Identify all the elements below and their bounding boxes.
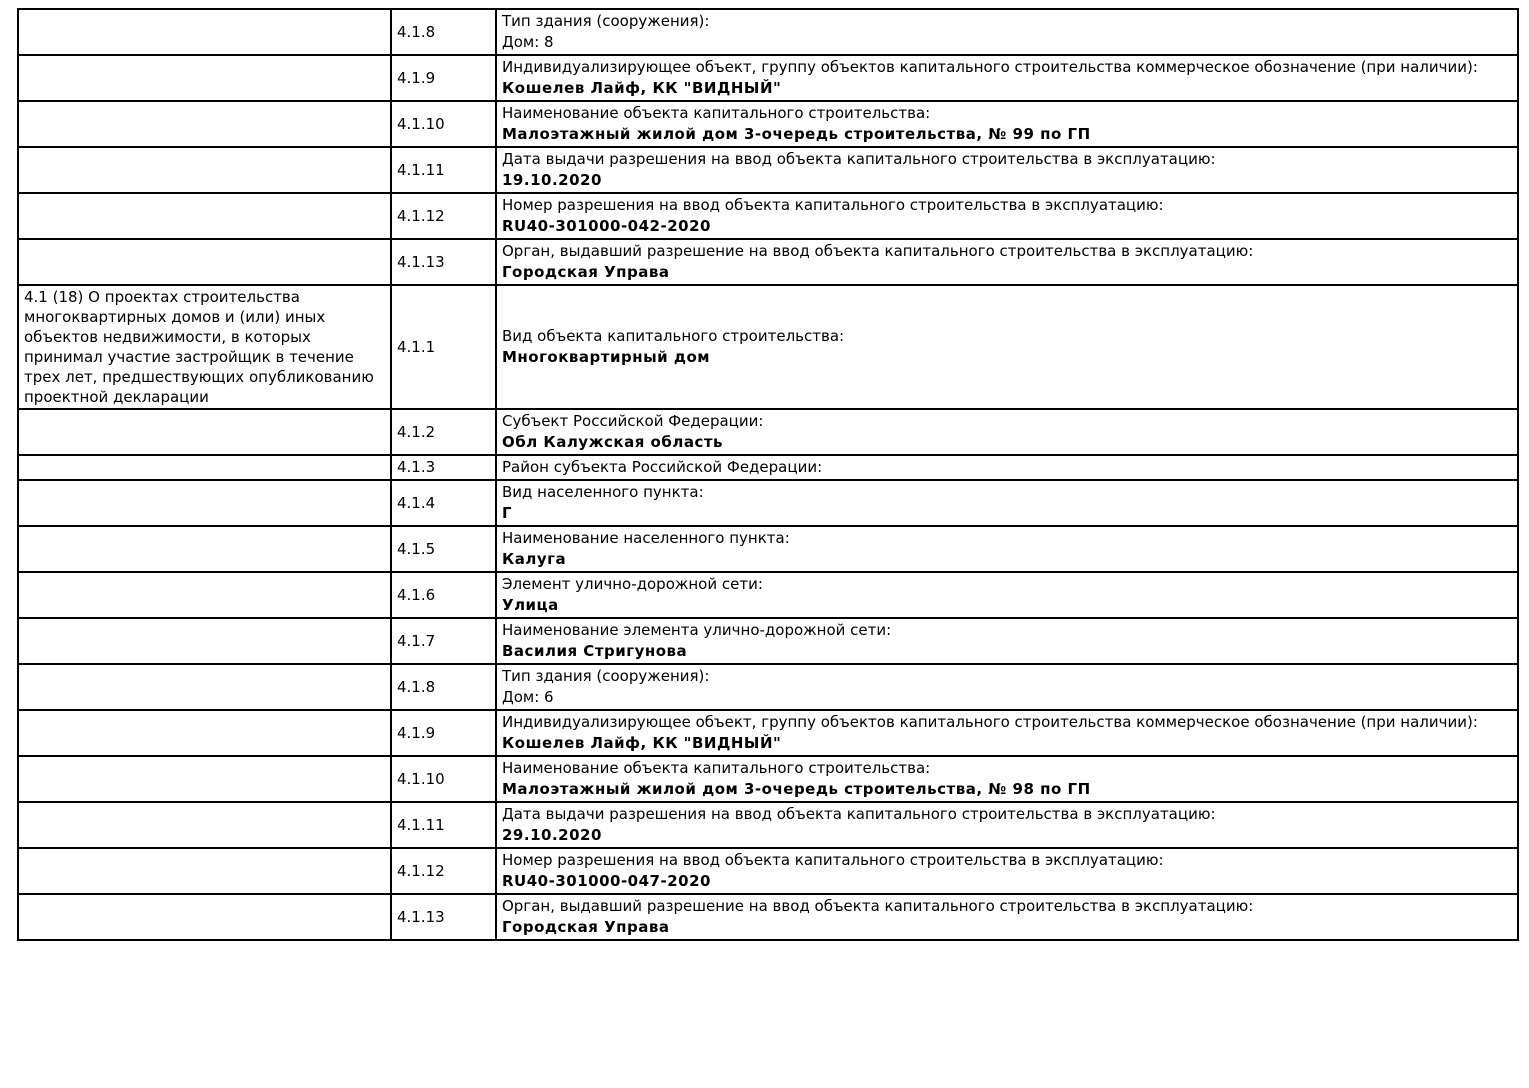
content-cell [496,848,1518,894]
section-cell [18,572,391,618]
field-value: Дом: 6 [502,688,554,706]
field-value: Многоквартирный дом [502,348,711,366]
code-cell: 4.1.5 [391,526,496,572]
content-cell [496,9,1518,55]
field-value: 29.10.2020 [502,826,602,844]
field-value: Городская Управа [502,263,670,281]
content-cell [496,55,1518,101]
content-cell [496,409,1518,455]
section-cell [18,285,391,409]
field-label: Номер разрешения на ввод объекта капитального строительства в эксплуатацию: [502,196,1164,214]
table-row [18,848,1518,894]
content-cell [496,526,1518,572]
code-cell: 4.1.6 [391,572,496,618]
section-cell [18,664,391,710]
content-cell [496,756,1518,802]
table-row [18,409,1518,455]
table-row [18,9,1518,55]
field-label: Номер разрешения на ввод объекта капитального строительства в эксплуатацию: [502,851,1164,869]
field-value: Обл Калужская область [502,433,724,451]
field-value: Малоэтажный жилой дом 3-очередь строительства, № 99 по ГП [502,125,1091,143]
content-cell [496,147,1518,193]
field-label: Тип здания (сооружения): [502,12,710,30]
field-value: Кошелев Лайф, КК "ВИДНЫЙ" [502,734,782,752]
table-row [18,572,1518,618]
field-value: Улица [502,596,559,614]
table-row [18,285,1518,409]
field-value: Дом: 8 [502,33,554,51]
content-cell [496,664,1518,710]
table-row [18,480,1518,526]
field-value: Кошелев Лайф, КК "ВИДНЫЙ" [502,79,782,97]
code-cell: 4.1.10 [391,101,496,147]
table-row [18,55,1518,101]
content-cell [496,101,1518,147]
content-cell [496,618,1518,664]
code-cell: 4.1.8 [391,664,496,710]
field-label: Тип здания (сооружения): [502,667,710,685]
section-cell [18,848,391,894]
section-cell [18,409,391,455]
field-value: Малоэтажный жилой дом 3-очередь строительства, № 98 по ГП [502,780,1091,798]
field-value: RU40-301000-042-2020 [502,217,711,235]
content-cell [496,193,1518,239]
section-cell [18,147,391,193]
table-row [18,618,1518,664]
code-cell: 4.1.9 [391,55,496,101]
section-cell [18,756,391,802]
content-cell [496,239,1518,285]
field-label: Субъект Российской Федерации: [502,412,764,430]
code-cell: 4.1.10 [391,756,496,802]
table-row [18,193,1518,239]
field-label: Вид объекта капитального строительства: [502,327,845,345]
field-label: Орган, выдавший разрешение на ввод объекта капитального строительства в эксплуатацию: [502,242,1254,260]
table-row [18,802,1518,848]
field-label: Индивидуализирующее объект, группу объектов капитального строительства коммерческое обозначение (при наличии): [502,58,1478,76]
field-value: Калуга [502,550,567,568]
content-cell [496,572,1518,618]
field-value: RU40-301000-047-2020 [502,872,711,890]
field-label: Наименование элемента улично-дорожной сети: [502,621,892,639]
code-cell: 4.1.7 [391,618,496,664]
section-cell [18,101,391,147]
field-label: Дата выдачи разрешения на ввод объекта капитального строительства в эксплуатацию: [502,150,1216,168]
code-cell: 4.1.11 [391,147,496,193]
code-cell: 4.1.13 [391,239,496,285]
table-row [18,101,1518,147]
field-label: Дата выдачи разрешения на ввод объекта капитального строительства в эксплуатацию: [502,805,1216,823]
section-cell [18,618,391,664]
field-label: Орган, выдавший разрешение на ввод объекта капитального строительства в эксплуатацию: [502,897,1254,915]
code-cell: 4.1.12 [391,848,496,894]
section-cell [18,802,391,848]
content-cell [496,480,1518,526]
code-cell: 4.1.8 [391,9,496,55]
field-value: Г [502,504,513,522]
field-label: Индивидуализирующее объект, группу объектов капитального строительства коммерческое обозначение (при наличии): [502,713,1478,731]
field-label: Наименование объекта капитального строительства: [502,759,931,777]
table-row [18,664,1518,710]
field-value: 19.10.2020 [502,171,602,189]
field-value: Городская Управа [502,918,670,936]
code-cell: 4.1.12 [391,193,496,239]
code-cell: 4.1.1 [391,285,496,409]
section-label: 4.1 (18) О проектах строительства многоквартирных домов и (или) иных объектов недвижимости, в которых принимал участие застройщик в течение трех лет, предшествующих опубликованию проектной декларации [24,288,374,406]
content-cell [496,285,1518,409]
table-row [18,894,1518,940]
section-cell [18,55,391,101]
section-cell [18,193,391,239]
field-label: Элемент улично-дорожной сети: [502,575,763,593]
section-cell [18,239,391,285]
code-cell: 4.1.4 [391,480,496,526]
section-cell [18,480,391,526]
declaration-table [17,8,1519,941]
table-body [18,9,1518,940]
content-cell [496,710,1518,756]
table-row [18,239,1518,285]
content-cell [496,802,1518,848]
table-row [18,710,1518,756]
table-row [18,455,1518,480]
code-cell: 4.1.13 [391,894,496,940]
code-cell: 4.1.9 [391,710,496,756]
code-cell: 4.1.2 [391,409,496,455]
field-value: Василия Стригунова [502,642,688,660]
field-label: Вид населенного пункта: [502,483,704,501]
section-cell [18,710,391,756]
content-cell [496,894,1518,940]
section-cell [18,455,391,480]
content-cell [496,455,1518,480]
code-cell: 4.1.3 [391,455,496,480]
code-cell: 4.1.11 [391,802,496,848]
table-row [18,147,1518,193]
field-label: Наименование населенного пункта: [502,529,790,547]
section-cell [18,894,391,940]
section-cell [18,9,391,55]
field-label: Наименование объекта капитального строительства: [502,104,931,122]
table-row [18,756,1518,802]
section-cell [18,526,391,572]
field-label: Район субъекта Российской Федерации: [502,458,823,476]
table-row [18,526,1518,572]
